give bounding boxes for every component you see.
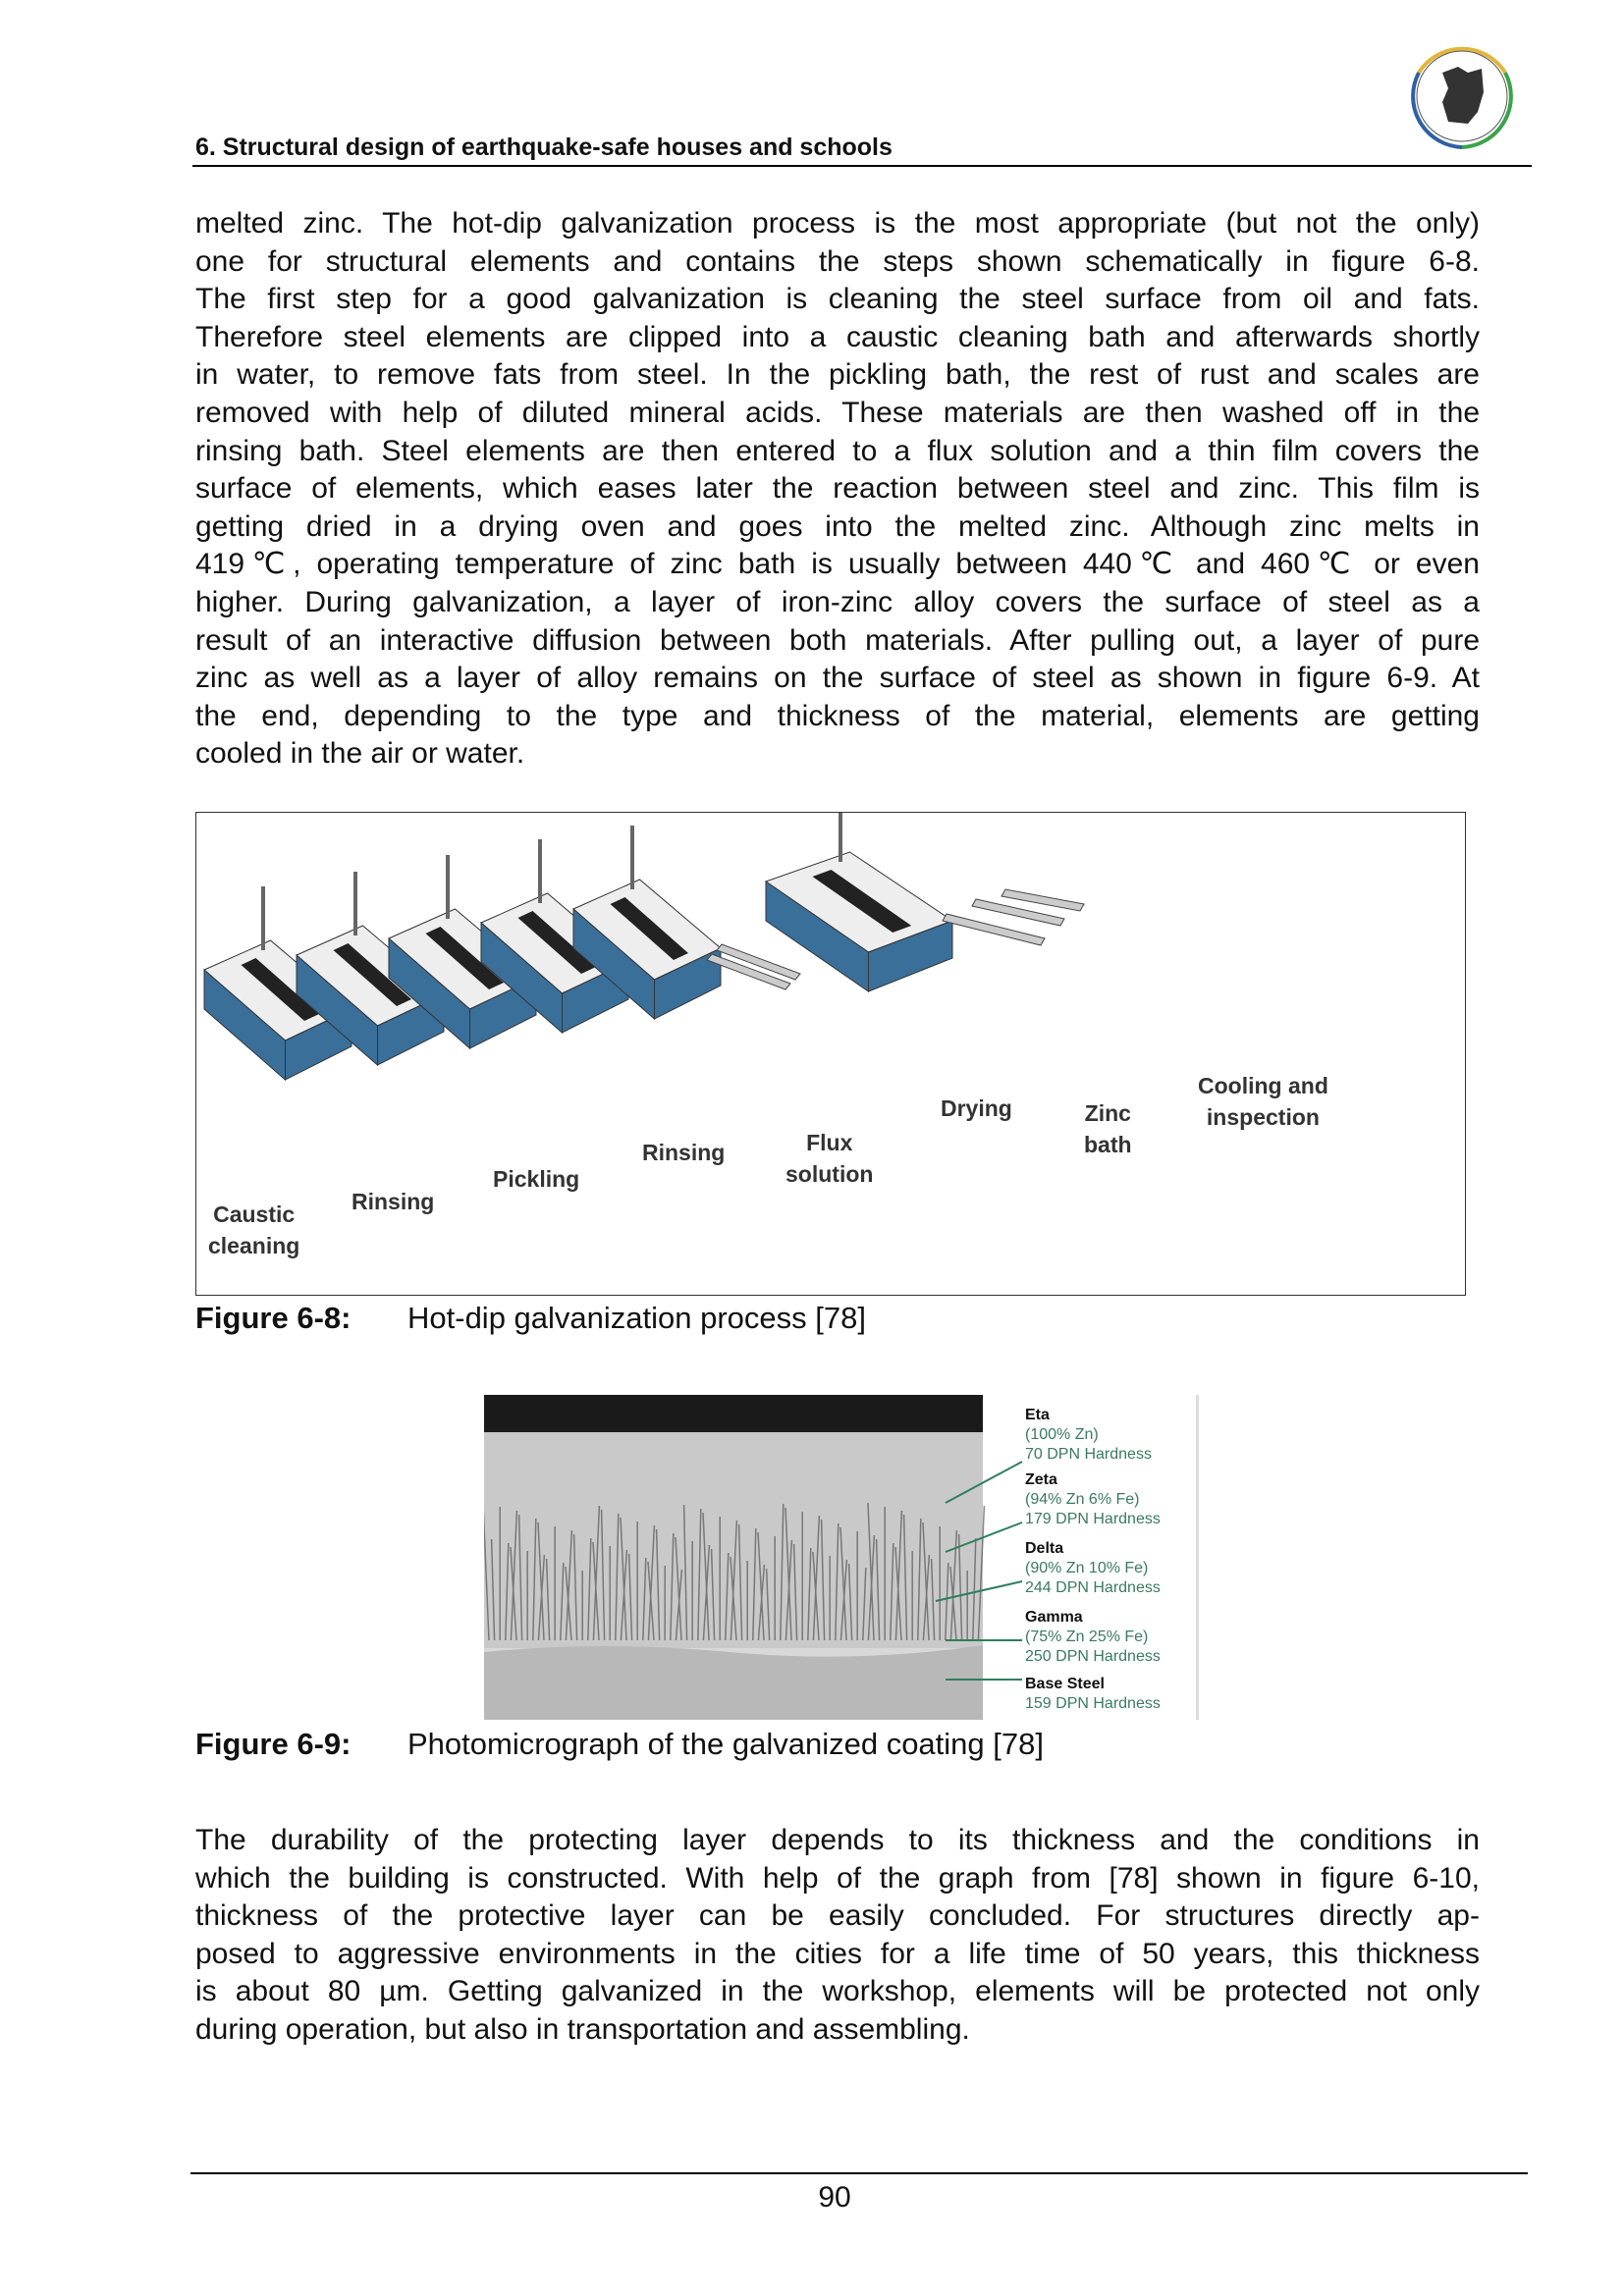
text-line: The first step for a good galvanization is cleaning the steel surface from oil and fats.: [195, 283, 1480, 316]
step-label: Rinsing: [642, 1140, 726, 1165]
step-label: Rinsing: [352, 1189, 435, 1214]
figure-label: Figure 6-9:: [195, 1727, 352, 1761]
text-line: zinc as well as a layer of alloy remains on the surface of steel as shown in figure 6-9. At: [195, 662, 1480, 695]
layer-detail: 159 DPN Hardness: [1025, 1695, 1161, 1712]
text-line: Therefore steel elements are clipped into a caustic cleaning bath and afterwards shortly: [195, 320, 1480, 353]
layer-detail: (100% Zn): [1025, 1426, 1099, 1443]
layer-label: [1025, 1539, 1161, 1598]
layer-name: Base Steel: [1025, 1676, 1105, 1692]
text-line: in water, to remove fats from steel. In the pickling bath, the rest of rust and scales are: [195, 358, 1480, 392]
layer-detail: 179 DPN Hardness: [1025, 1511, 1161, 1527]
figure-6-8-caption: [195, 1301, 866, 1336]
text-line: one for structural elements and contains the steps shown schematically in figure 6-8.: [195, 244, 1480, 278]
text-line: rinsing bath. Steel elements are then entered to a flux solution and a thin film covers the: [195, 434, 1480, 467]
layer-label: [1025, 1470, 1161, 1529]
footer-rule: [190, 2172, 1528, 2174]
caption-text: Hot-dip galvanization process [78]: [407, 1301, 866, 1335]
step-label: Caustic cleaning: [208, 1201, 300, 1258]
body-paragraph-1: [195, 205, 1480, 774]
text-line: the end, depending to the type and thickness of the material, elements are getting: [195, 699, 1480, 732]
layer-label: [1025, 1675, 1161, 1714]
layer-name: Delta: [1025, 1540, 1064, 1557]
page-number: 90: [818, 2181, 851, 2214]
text-line: cooled in the air or water.: [195, 737, 525, 771]
figure-label: Figure 6-8:: [195, 1301, 352, 1335]
step-label: Drying: [941, 1095, 1012, 1121]
text-line: The durability of the protecting layer depends to its thickness and the conditions in: [195, 1824, 1480, 1856]
layer-detail: 70 DPN Hardness: [1025, 1446, 1152, 1463]
layer-label: [1025, 1608, 1161, 1667]
step-label: Zinc bath: [1084, 1100, 1132, 1157]
text-line: thickness of the protective layer can be easily concluded. For structures directly ap-: [195, 1899, 1480, 1933]
step-label: Flux solution: [785, 1130, 874, 1187]
header-rule: [192, 165, 1532, 167]
text-line: higher. During galvanization, a layer of iron-zinc alloy covers the surface of steel as a: [195, 585, 1480, 618]
layer-name: Eta: [1025, 1407, 1050, 1423]
layer-detail: (75% Zn 25% Fe): [1025, 1629, 1149, 1645]
layer-name: Zeta: [1025, 1471, 1057, 1488]
layer-name: Gamma: [1025, 1609, 1083, 1626]
text-line: result of an interactive diffusion between both materials. After pulling out, a layer of pure: [195, 623, 1480, 657]
layer-detail: 250 DPN Hardness: [1025, 1648, 1161, 1665]
text-line: removed with help of diluted mineral acids. These materials are then washed off in the: [195, 396, 1480, 429]
text-line: 419℃, operating temperature of zinc bath is usually between 440℃ and 460℃ or even: [195, 548, 1480, 581]
figure-6-8-diagram: [195, 812, 1466, 1296]
galvanization-process-illustration: [196, 813, 1465, 1295]
text-line: getting dried in a drying oven and goes into the melted zinc. Although zinc melts in: [195, 509, 1480, 543]
caption-text: Photomicrograph of the galvanized coating [78]: [407, 1727, 1044, 1761]
running-header: 6. Structural design of earthquake-safe houses and schools: [195, 133, 893, 161]
text-line: surface of elements, which eases later the reaction between steel and zinc. This film is: [195, 472, 1480, 506]
layer-detail: (90% Zn 10% Fe): [1025, 1560, 1149, 1576]
figure-6-9-caption: [195, 1727, 1044, 1762]
text-line: during operation, but also in transportation and assembling.: [195, 2012, 970, 2046]
layer-detail: (94% Zn 6% Fe): [1025, 1491, 1140, 1508]
layer-detail: 244 DPN Hardness: [1025, 1579, 1161, 1596]
text-line: posed to aggressive environments in the cities for a life time of 50 years, this thickness: [195, 1937, 1480, 1970]
body-paragraph-2: [195, 1822, 1480, 2050]
layer-label: [1025, 1406, 1152, 1465]
tank-6: [766, 813, 952, 991]
step-label: Cooling and inspection: [1198, 1073, 1328, 1130]
text-line: is about 80 µm. Getting galvanized in the workshop, elements will be protected not only: [195, 1975, 1480, 2008]
cooling-rack: [943, 889, 1084, 945]
university-seal-logo: [1399, 33, 1525, 159]
step-label: Pickling: [493, 1166, 580, 1192]
text-line: melted zinc. The hot-dip galvanization process is the most appropriate (but not the only): [195, 207, 1480, 240]
text-line: which the building is constructed. With help of the graph from [78] shown in figure 6-10,: [195, 1861, 1480, 1895]
